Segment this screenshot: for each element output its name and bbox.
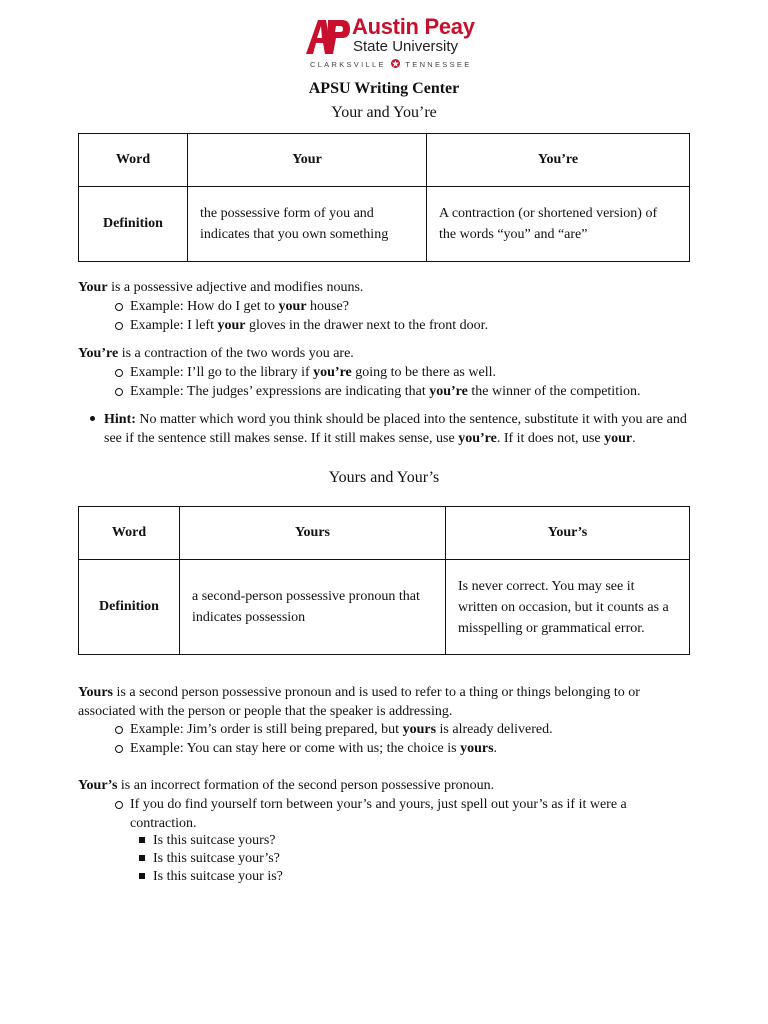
example-term: yours bbox=[402, 722, 437, 737]
example-term: you’re bbox=[313, 365, 352, 380]
example-text: the winner of the competition. bbox=[467, 384, 641, 399]
table-header-row bbox=[79, 507, 690, 560]
your-description: is a possessive adjective and modifies nouns. bbox=[107, 280, 364, 295]
yours-description: is a second person possessive pronoun and is used to refer to a thing or things belonging to or associated with the person or people that the speaker is addressing. bbox=[78, 685, 640, 719]
logo-city-left: CLARKSVILLE bbox=[310, 60, 386, 69]
logo-subtitle: State University bbox=[353, 38, 459, 55]
row-label-definition: Definition bbox=[79, 187, 188, 262]
section1-heading: Your and You’re bbox=[331, 104, 437, 121]
table-header-row bbox=[79, 134, 690, 187]
hint-text: . If it does not, use bbox=[496, 431, 605, 446]
example-text: Example: How do I get to bbox=[130, 299, 279, 314]
youre-paragraph bbox=[78, 345, 354, 364]
row-label-definition: Definition bbox=[79, 560, 180, 655]
list-item: Is this suitcase yours? bbox=[153, 832, 275, 851]
header-your: Your bbox=[188, 134, 427, 187]
term-your: Your bbox=[78, 280, 108, 295]
list-item bbox=[130, 721, 553, 740]
hint-label: Hint: bbox=[104, 412, 136, 427]
example-term: your bbox=[278, 299, 307, 314]
list-item bbox=[130, 383, 640, 402]
star-icon bbox=[391, 59, 400, 68]
hint-text: No matter which word you think should be placed into the sentence, substitute it with you are and see if the sentence still makes sense. If it still makes sense, use bbox=[104, 412, 687, 446]
youre-description: is a contraction of the two words you are. bbox=[118, 346, 354, 361]
hint-term: your bbox=[604, 431, 633, 446]
page-title: APSU Writing Center bbox=[308, 80, 460, 97]
example-text: . bbox=[493, 741, 498, 756]
apsu-logo bbox=[306, 14, 475, 74]
header-word: Word bbox=[79, 134, 188, 187]
example-text: is already delivered. bbox=[436, 722, 553, 737]
header-yours: Yours bbox=[180, 507, 446, 560]
logo-location bbox=[310, 59, 472, 69]
example-term: your bbox=[217, 318, 246, 333]
example-term: you’re bbox=[429, 384, 468, 399]
example-text: house? bbox=[306, 299, 349, 314]
header-word: Word bbox=[79, 507, 180, 560]
header-yours-apostrophe: Your’s bbox=[446, 507, 690, 560]
table-row bbox=[79, 560, 690, 655]
list-item: Is this suitcase your is? bbox=[153, 868, 283, 887]
term-youre: You’re bbox=[78, 346, 119, 361]
definition-yours-apostrophe: Is never correct. You may see it written on occasion, but it counts as a misspelling or grammatical error. bbox=[446, 560, 690, 655]
yours-paragraph bbox=[78, 684, 690, 721]
term-yours-apostrophe: Your’s bbox=[78, 778, 118, 793]
yours-apostrophe-description: is an incorrect formation of the second person possessive pronoun. bbox=[117, 778, 495, 793]
example-text: Example: The judges’ expressions are indicating that bbox=[130, 384, 430, 399]
list-item bbox=[130, 317, 488, 336]
table-row bbox=[79, 187, 690, 262]
ap-monogram-icon bbox=[306, 16, 350, 54]
your-paragraph bbox=[78, 279, 363, 298]
list-item: Is this suitcase your’s? bbox=[153, 850, 280, 869]
example-term: yours bbox=[460, 741, 494, 756]
header-youre: You’re bbox=[427, 134, 690, 187]
example-text: Example: I left bbox=[130, 318, 218, 333]
definition-your: the possessive form of you and indicates that you own something bbox=[188, 187, 427, 262]
example-text: Example: You can stay here or come with us; the choice is bbox=[130, 741, 461, 756]
yours-table bbox=[78, 506, 690, 655]
term-yours: Yours bbox=[78, 685, 114, 700]
logo-city-right: TENNESSEE bbox=[405, 60, 472, 69]
example-text: Example: Jim’s order is still being prepared, but bbox=[130, 722, 403, 737]
hint-text: . bbox=[632, 431, 636, 446]
example-text: Example: I’ll go to the library if bbox=[130, 365, 314, 380]
list-item bbox=[130, 298, 349, 317]
yours-apostrophe-paragraph bbox=[78, 777, 494, 796]
hint-item bbox=[104, 410, 704, 448]
definition-youre: A contraction (or shortened version) of the words “you” and “are” bbox=[427, 187, 690, 262]
list-item bbox=[130, 364, 496, 383]
logo-name: Austin Peay bbox=[352, 14, 475, 39]
section2-heading: Yours and Your’s bbox=[328, 469, 440, 486]
list-item bbox=[130, 740, 497, 759]
your-youre-table bbox=[78, 133, 690, 262]
example-text: gloves in the drawer next to the front door. bbox=[245, 318, 489, 333]
example-text: going to be there as well. bbox=[351, 365, 496, 380]
definition-yours: a second-person possessive pronoun that indicates possession bbox=[180, 560, 446, 655]
hint-term: you’re bbox=[458, 431, 497, 446]
list-item: If you do find yourself torn between your’s and yours, just spell out your’s as if it were a contraction. bbox=[130, 796, 670, 833]
